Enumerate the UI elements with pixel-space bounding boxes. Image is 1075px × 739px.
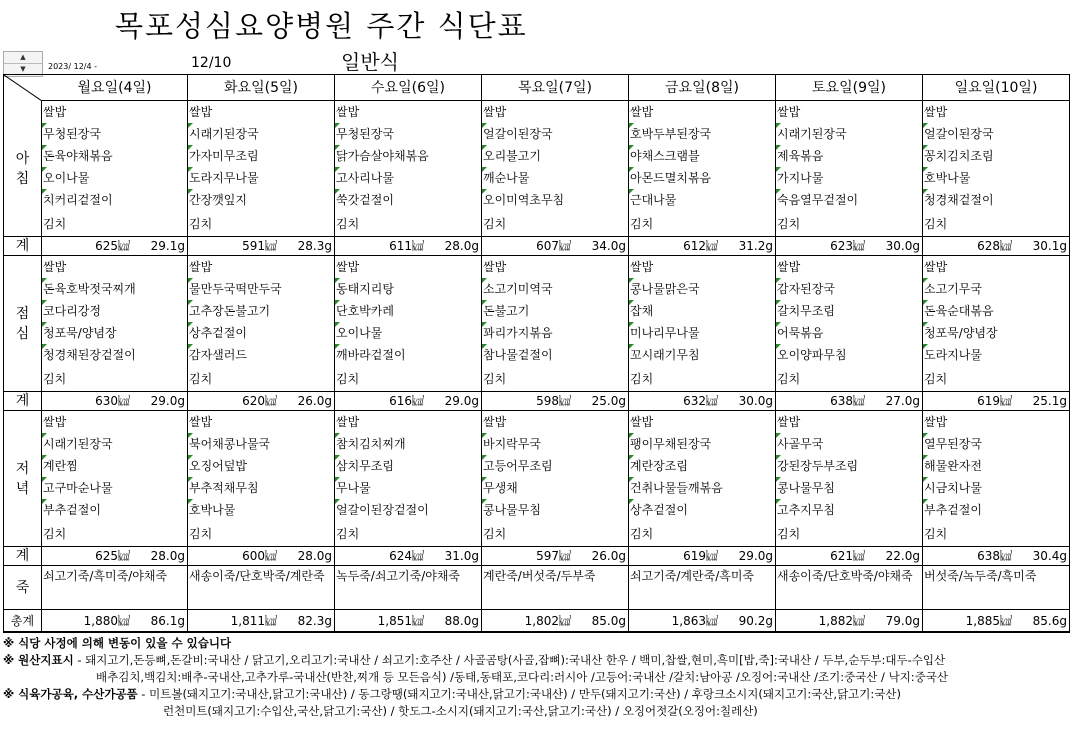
porridge-cell: 새송이죽/단호박죽/야채죽 xyxy=(776,566,923,610)
menu-item: 소고기무국 xyxy=(923,278,1069,300)
menu-item: 돈육순대볶음 xyxy=(923,300,1069,322)
menu-item: 김치 xyxy=(777,527,801,541)
grand-total-cell xyxy=(42,610,188,632)
subtotal-cell xyxy=(482,392,629,411)
menu-item: 가지나물 xyxy=(776,167,922,189)
menu-item: 오이나물 xyxy=(335,322,481,344)
menu-item: 팽이무채된장국 xyxy=(629,433,775,455)
menu-item: 김치 xyxy=(43,527,67,541)
subtotal-cell xyxy=(776,237,923,256)
porridge-cell: 버섯죽/녹두죽/흑미죽 xyxy=(923,566,1070,610)
protein-value: 28.0g xyxy=(297,549,332,563)
menu-item: 쌀밥 xyxy=(777,415,801,429)
menu-item: 무청된장국 xyxy=(335,123,481,145)
notes xyxy=(3,635,1071,720)
protein-value: 29.0g xyxy=(738,549,773,563)
menu-item: 청포묵/양념장 xyxy=(923,322,1069,344)
protein-value: 79.0g xyxy=(885,614,920,628)
protein-value: 86.1g xyxy=(150,614,185,628)
subtotal-cell xyxy=(188,547,335,566)
menu-item: 물만두국떡만두국 xyxy=(188,278,334,300)
menu-item: 김치 xyxy=(336,217,360,231)
menu-cell xyxy=(335,256,482,392)
kcal-value: 1,882㎉ xyxy=(818,614,865,628)
menu-item: 시래기된장국 xyxy=(188,123,334,145)
menu-cell xyxy=(923,256,1070,392)
grand-total-cell xyxy=(776,610,923,632)
kcal-value: 1,802㎉ xyxy=(524,614,571,628)
menu-item: 쌀밥 xyxy=(43,260,67,274)
menu-item: 콩나물무침 xyxy=(776,477,922,499)
origin-line-1 xyxy=(3,652,1071,669)
subtotal-cell xyxy=(629,547,776,566)
protein-value: 25.0g xyxy=(591,394,626,408)
kcal-value: 1,885㎉ xyxy=(965,614,1012,628)
grand-total-cell xyxy=(482,610,629,632)
kcal-value: 621㎉ xyxy=(830,549,865,563)
subtotal-cell xyxy=(335,392,482,411)
menu-item: 김치 xyxy=(483,217,507,231)
menu-item: 갈치무조림 xyxy=(776,300,922,322)
menu-item: 청경채된장겉절이 xyxy=(42,344,187,366)
menu-item: 콩나물맑은국 xyxy=(629,278,775,300)
menu-item: 꼬시래기무침 xyxy=(629,344,775,366)
menu-cell xyxy=(188,101,335,237)
menu-item: 상추겉절이 xyxy=(629,499,775,521)
menu-item: 건취나물들깨볶음 xyxy=(629,477,775,499)
subtotal-cell xyxy=(776,547,923,566)
menu-cell xyxy=(629,411,776,547)
subtotal-cell xyxy=(42,547,188,566)
kcal-value: 1,863㎉ xyxy=(671,614,718,628)
protein-value: 29.0g xyxy=(444,394,479,408)
protein-value: 31.2g xyxy=(738,239,773,253)
kcal-value: 623㎉ xyxy=(830,239,865,253)
menu-item: 쌀밥 xyxy=(483,105,507,119)
grand-total-cell xyxy=(923,610,1070,632)
menu-item: 호박나물 xyxy=(188,499,334,521)
menu-item: 돈육호박젓국찌개 xyxy=(42,278,187,300)
day-header: 토요일(9일) xyxy=(776,75,923,101)
menu-item: 김치 xyxy=(483,372,507,386)
menu-cell xyxy=(776,101,923,237)
porridge-cell: 쇠고기죽/흑미죽/야채죽 xyxy=(42,566,188,610)
menu-item: 참나물겉절이 xyxy=(482,344,628,366)
menu-cell xyxy=(335,411,482,547)
menu-item: 김치 xyxy=(189,217,213,231)
menu-item: 무청된장국 xyxy=(42,123,187,145)
day-header: 화요일(5일) xyxy=(188,75,335,101)
origin-line-2: 배추김치,백김치:배추-국내산,고추가루-국내산(반찬,찌개 등 모든음식) /동태,동태포,코다리:러시아 /고등어:국내산 /갈치:남아공 /오징어:국내산 /조기:중국산 / 낙지:중국산 xyxy=(96,670,949,684)
page-title: 목포성심요양병원 주간 식단표 xyxy=(115,9,528,43)
protein-value: 30.4g xyxy=(1032,549,1067,563)
menu-item: 얼갈이된장겉절이 xyxy=(335,499,481,521)
subtotal-cell xyxy=(482,237,629,256)
protein-value: 90.2g xyxy=(738,614,773,628)
menu-item: 시금치나물 xyxy=(923,477,1069,499)
kcal-value: 628㎉ xyxy=(977,239,1012,253)
menu-item: 청포묵/양념장 xyxy=(42,322,187,344)
porridge-cell: 쇠고기죽/계란죽/흑미죽 xyxy=(629,566,776,610)
menu-item: 아몬드멸치볶음 xyxy=(629,167,775,189)
menu-item: 김치 xyxy=(336,372,360,386)
kcal-value: 625㎉ xyxy=(95,549,130,563)
row-label-subtotal: 계 xyxy=(4,547,42,566)
menu-item: 도라지나물 xyxy=(923,344,1069,366)
menu-item: 오리불고기 xyxy=(482,145,628,167)
protein-value: 28.0g xyxy=(150,549,185,563)
menu-item: 소고기미역국 xyxy=(482,278,628,300)
menu-item: 쌀밥 xyxy=(777,260,801,274)
kcal-value: 624㎉ xyxy=(389,549,424,563)
protein-value: 29.0g xyxy=(150,394,185,408)
menu-item: 강된장두부조림 xyxy=(776,455,922,477)
kcal-value: 1,880㎉ xyxy=(83,614,130,628)
day-header: 일요일(10일) xyxy=(923,75,1070,101)
row-label-subtotal: 계 xyxy=(4,392,42,411)
menu-item: 제육볶음 xyxy=(776,145,922,167)
menu-item: 삼치무조림 xyxy=(335,455,481,477)
kcal-value: 612㎉ xyxy=(683,239,718,253)
menu-item: 쌀밥 xyxy=(336,415,360,429)
menu-item: 쌀밥 xyxy=(483,260,507,274)
protein-value: 88.0g xyxy=(444,614,479,628)
menu-item: 쌀밥 xyxy=(924,415,948,429)
menu-item: 열무된장국 xyxy=(923,433,1069,455)
menu-item: 김치 xyxy=(483,527,507,541)
protein-value: 28.3g xyxy=(297,239,332,253)
menu-cell xyxy=(42,256,188,392)
menu-item: 김치 xyxy=(777,372,801,386)
menu-item: 콩나물무침 xyxy=(482,499,628,521)
protein-value: 34.0g xyxy=(591,239,626,253)
kcal-value: 611㎉ xyxy=(389,239,424,253)
menu-item: 김치 xyxy=(924,217,948,231)
menu-item: 김치 xyxy=(189,372,213,386)
protein-value: 26.0g xyxy=(591,549,626,563)
subtotal-cell xyxy=(188,392,335,411)
kcal-value: 638㎉ xyxy=(830,394,865,408)
menu-item: 치커리겉절이 xyxy=(42,189,187,211)
kcal-value: 1,851㎉ xyxy=(377,614,424,628)
subtotal-cell xyxy=(335,237,482,256)
grand-total-cell xyxy=(188,610,335,632)
menu-cell xyxy=(482,256,629,392)
porridge-cell: 새송이죽/단호박죽/계란죽 xyxy=(188,566,335,610)
header-diagonal-divider xyxy=(4,75,42,101)
protein-value: 30.1g xyxy=(1032,239,1067,253)
menu-item: 쌀밥 xyxy=(483,415,507,429)
processed-line-1 xyxy=(3,686,1071,703)
kcal-value: 600㎉ xyxy=(242,549,277,563)
menu-item: 오이양파무침 xyxy=(776,344,922,366)
kcal-value: 591㎉ xyxy=(242,239,277,253)
kcal-value: 616㎉ xyxy=(389,394,424,408)
menu-item: 호박두부된장국 xyxy=(629,123,775,145)
menu-item: 무생채 xyxy=(482,477,628,499)
processed-line-2: 런천미트(돼지고기:수입산,국산,닭고기:국산) / 핫도그-소시지(돼지고기:국산,닭고기:국산) / 오징어젓갈(오징어:칠레산) xyxy=(163,704,758,718)
menu-item: 돈육야채볶음 xyxy=(42,145,187,167)
menu-item: 청경채겉절이 xyxy=(923,189,1069,211)
menu-item: 얼갈이된장국 xyxy=(482,123,628,145)
menu-cell xyxy=(482,411,629,547)
menu-item: 야채스크램블 xyxy=(629,145,775,167)
menu-item: 고추지무침 xyxy=(776,499,922,521)
menu-item: 김치 xyxy=(336,527,360,541)
protein-value: 82.3g xyxy=(297,614,332,628)
row-label-subtotal: 계 xyxy=(4,237,42,256)
menu-item: 감자샐러드 xyxy=(188,344,334,366)
row-label-lunch: 점 심 xyxy=(4,256,42,392)
origin-text-1: - 돼지고기,돈등뼈,돈갈비:국내산 / 닭고기,오리고기:국내산 / 쇠고기:호주산 / 사골곰탕(사골,잡뼈):국내산 한우 / 백미,찹쌀,현미,흑미[밥,죽]:국내산 / 두부,순두부:대두-수입산 xyxy=(73,653,946,667)
menu-item: 부추겉절이 xyxy=(42,499,187,521)
menu-item: 오이미역초무침 xyxy=(482,189,628,211)
menu-item: 간장깻잎지 xyxy=(188,189,334,211)
subtotal-cell xyxy=(42,392,188,411)
subtotal-cell xyxy=(188,237,335,256)
menu-item: 쑥갓겉절이 xyxy=(335,189,481,211)
menu-item: 깨바라겉절이 xyxy=(335,344,481,366)
protein-value: 28.0g xyxy=(444,239,479,253)
menu-item: 호박나물 xyxy=(923,167,1069,189)
menu-cell xyxy=(335,101,482,237)
menu-item: 김치 xyxy=(777,217,801,231)
menu-item: 고추장돈불고기 xyxy=(188,300,334,322)
protein-value: 22.0g xyxy=(885,549,920,563)
menu-item: 가자미무조림 xyxy=(188,145,334,167)
menu-item: 쌀밥 xyxy=(43,105,67,119)
menu-item: 김치 xyxy=(630,527,654,541)
menu-item: 꽁치김치조림 xyxy=(923,145,1069,167)
menu-cell xyxy=(42,101,188,237)
processed-label: ※ 식육가공육, 수산가공품 xyxy=(3,687,138,701)
meal-type: 일반식 xyxy=(341,50,399,74)
subtotal-cell xyxy=(482,547,629,566)
row-label-breakfast: 아 침 xyxy=(4,101,42,237)
subtotal-cell xyxy=(923,392,1070,411)
menu-cell xyxy=(776,256,923,392)
spinner-down-icon[interactable]: ▼ xyxy=(20,65,26,73)
menu-item: 꽈리가지볶음 xyxy=(482,322,628,344)
menu-item: 쌀밥 xyxy=(336,260,360,274)
kcal-value: 632㎉ xyxy=(683,394,718,408)
kcal-value: 619㎉ xyxy=(977,394,1012,408)
menu-item: 쌀밥 xyxy=(924,260,948,274)
protein-value: 31.0g xyxy=(444,549,479,563)
menu-item: 단호박카레 xyxy=(335,300,481,322)
menu-item: 계란찜 xyxy=(42,455,187,477)
day-header: 수요일(6일) xyxy=(335,75,482,101)
menu-item: 돈불고기 xyxy=(482,300,628,322)
date-end: 12/10 xyxy=(191,55,232,71)
subtotal-cell xyxy=(42,237,188,256)
spinner-up-icon[interactable]: ▲ xyxy=(4,52,42,64)
menu-item: 근대나물 xyxy=(629,189,775,211)
kcal-value: 620㎉ xyxy=(242,394,277,408)
menu-item: 얼갈이된장국 xyxy=(923,123,1069,145)
kcal-value: 597㎉ xyxy=(536,549,571,563)
grand-total-cell xyxy=(335,610,482,632)
menu-cell xyxy=(188,256,335,392)
protein-value: 30.0g xyxy=(885,239,920,253)
protein-value: 29.1g xyxy=(150,239,185,253)
kcal-value: 625㎉ xyxy=(95,239,130,253)
subtotal-cell xyxy=(923,547,1070,566)
menu-item: 쌀밥 xyxy=(777,105,801,119)
menu-item: 김치 xyxy=(43,217,67,231)
menu-item: 오징어덮밥 xyxy=(188,455,334,477)
subtotal-cell xyxy=(776,392,923,411)
kcal-value: 607㎉ xyxy=(536,239,571,253)
menu-item: 김치 xyxy=(630,372,654,386)
menu-item: 오이나물 xyxy=(42,167,187,189)
menu-item: 김치 xyxy=(630,217,654,231)
kcal-value: 1,811㎉ xyxy=(230,614,277,628)
porridge-cell: 녹두죽/쇠고기죽/야채죽 xyxy=(335,566,482,610)
day-header: 월요일(4일) xyxy=(42,75,188,101)
protein-value: 85.6g xyxy=(1032,614,1067,628)
kcal-value: 619㎉ xyxy=(683,549,718,563)
menu-item: 김치 xyxy=(924,372,948,386)
menu-item: 깨순나물 xyxy=(482,167,628,189)
subtotal-cell xyxy=(629,392,776,411)
menu-item: 쌀밥 xyxy=(43,415,67,429)
menu-item: 도라지무나물 xyxy=(188,167,334,189)
menu-item: 부추적채무침 xyxy=(188,477,334,499)
menu-item: 미나리무나물 xyxy=(629,322,775,344)
weekly-menu-table xyxy=(3,74,1070,633)
row-label-porridge: 죽 xyxy=(4,566,42,610)
menu-item: 고등어무조림 xyxy=(482,455,628,477)
day-header: 목요일(7일) xyxy=(482,75,629,101)
menu-item: 바지락무국 xyxy=(482,433,628,455)
menu-item: 김치 xyxy=(43,372,67,386)
menu-item: 쌀밥 xyxy=(336,105,360,119)
row-label-total: 총계 xyxy=(4,610,42,632)
menu-item: 쌀밥 xyxy=(189,415,213,429)
menu-item: 쌀밥 xyxy=(189,105,213,119)
menu-item: 숙음열무겉절이 xyxy=(776,189,922,211)
grand-total-cell xyxy=(629,610,776,632)
notice-line: ※ 식당 사정에 의해 변동이 있을 수 있습니다 xyxy=(3,636,232,650)
menu-item: 계란장조림 xyxy=(629,455,775,477)
menu-cell xyxy=(776,411,923,547)
date-start: 2023/ 12/4 - xyxy=(48,62,97,71)
protein-value: 30.0g xyxy=(738,394,773,408)
menu-cell xyxy=(188,411,335,547)
menu-item: 쌀밥 xyxy=(630,260,654,274)
menu-cell xyxy=(923,101,1070,237)
kcal-value: 598㎉ xyxy=(536,394,571,408)
menu-item: 닭가슴살야채볶음 xyxy=(335,145,481,167)
menu-item: 해물완자전 xyxy=(923,455,1069,477)
menu-item: 쌀밥 xyxy=(189,260,213,274)
menu-cell xyxy=(629,101,776,237)
subtotal-cell xyxy=(335,547,482,566)
menu-item: 사골무국 xyxy=(776,433,922,455)
menu-item: 쌀밥 xyxy=(630,105,654,119)
menu-cell xyxy=(923,411,1070,547)
protein-value: 85.0g xyxy=(591,614,626,628)
kcal-value: 638㎉ xyxy=(977,549,1012,563)
menu-cell xyxy=(629,256,776,392)
menu-cell xyxy=(42,411,188,547)
menu-item: 어묵볶음 xyxy=(776,322,922,344)
menu-item: 김치 xyxy=(189,527,213,541)
menu-item: 코다리강정 xyxy=(42,300,187,322)
menu-item: 쌀밥 xyxy=(924,105,948,119)
menu-cell xyxy=(482,101,629,237)
menu-item: 시래기된장국 xyxy=(42,433,187,455)
menu-item: 쌀밥 xyxy=(630,415,654,429)
protein-value: 25.1g xyxy=(1032,394,1067,408)
menu-item: 상추겉절이 xyxy=(188,322,334,344)
kcal-value: 630㎉ xyxy=(95,394,130,408)
menu-item: 무나물 xyxy=(335,477,481,499)
day-header: 금요일(8일) xyxy=(629,75,776,101)
menu-item: 감자된장국 xyxy=(776,278,922,300)
menu-item: 잡채 xyxy=(629,300,775,322)
processed-text-1: - 미트볼(돼지고기:국내산,닭고기:국내산) / 동그랑땡(돼지고기:국내산,닭고기:국내산) / 만두(돼지고기:국산) / 후랑크소시지(돼지고기:국산,닭고기:국산) xyxy=(137,687,901,701)
menu-item: 김치 xyxy=(924,527,948,541)
menu-item: 동태지리탕 xyxy=(335,278,481,300)
porridge-cell: 계란죽/버섯죽/두부죽 xyxy=(482,566,629,610)
subtotal-cell xyxy=(629,237,776,256)
menu-item: 부추겉절이 xyxy=(923,499,1069,521)
menu-item: 시래기된장국 xyxy=(776,123,922,145)
menu-item: 고사리나물 xyxy=(335,167,481,189)
protein-value: 27.0g xyxy=(885,394,920,408)
origin-label: ※ 원산지표시 xyxy=(3,653,74,667)
menu-item: 북어채콩나물국 xyxy=(188,433,334,455)
row-label-dinner: 저 녁 xyxy=(4,411,42,547)
subtotal-cell xyxy=(923,237,1070,256)
menu-item: 고구마순나물 xyxy=(42,477,187,499)
protein-value: 26.0g xyxy=(297,394,332,408)
menu-item: 참치김치찌개 xyxy=(335,433,481,455)
